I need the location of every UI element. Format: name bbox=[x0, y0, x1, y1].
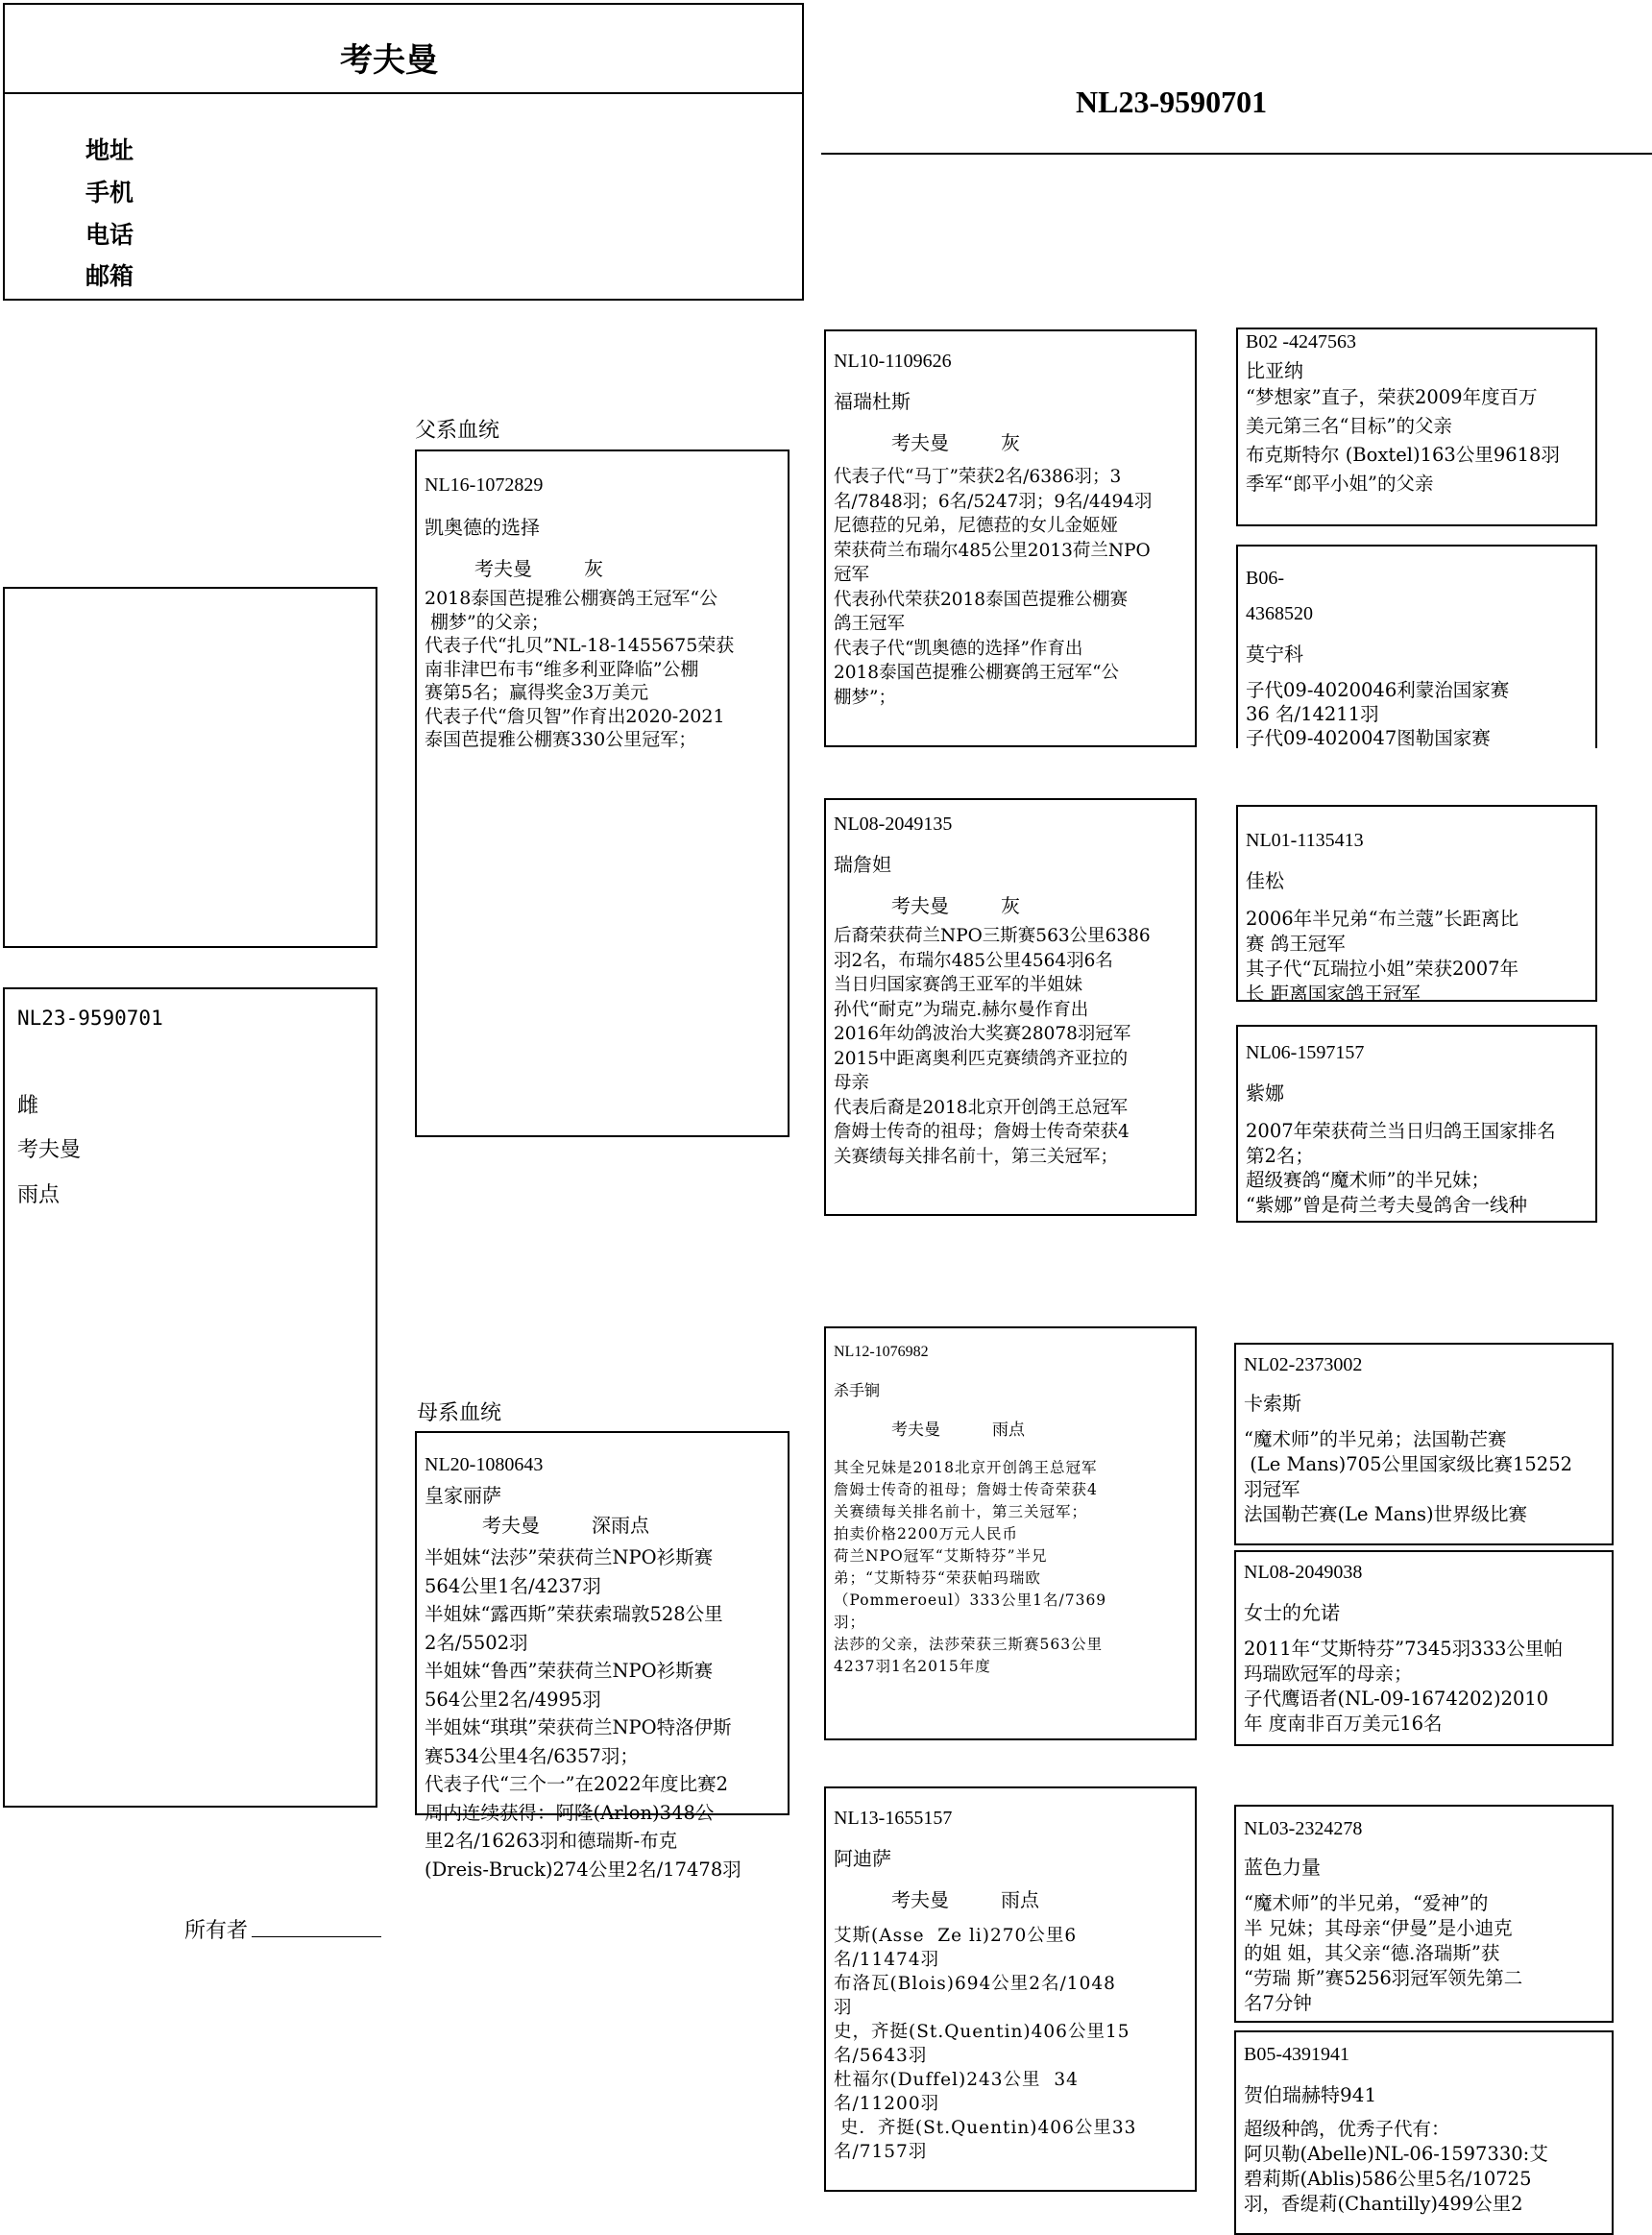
sire-sire-color: 灰 bbox=[1001, 431, 1020, 454]
dam-sire-box bbox=[824, 1326, 1197, 1740]
dd-sire-box bbox=[1234, 1805, 1614, 2023]
ss-sire-description: “梦想家”直子，荣获2009年度百万 美元第三名“目标”的父亲 布克斯特尔 (Boxtel)163公里9618羽 季军“郎平小姐”的父亲 bbox=[1246, 386, 1560, 495]
dam-sire-description: 其全兄妹是2018北京开创鸽王总冠军 詹姆士传奇的祖母；詹姆士传奇荣获4 关赛绩每关排名前十，第三关冠军； 拍卖价格2200万元人民币 荷兰NPO冠军“艾斯特芬”半兄 弟；“艾斯特芬“荣获帕玛瑞欧 （Pommeroeul）333公里1名/7369 羽； 法莎的父亲，法莎荣获三斯赛563公里 4237羽1名2015年度 bbox=[834, 1459, 1107, 1675]
mobile-label: 手机 bbox=[85, 179, 134, 206]
sire-dam-box bbox=[824, 798, 1197, 1216]
sire-sire-breeder: 考夫曼 bbox=[891, 431, 949, 454]
sd-sire-description: 2006年半兄弟“布兰蔻”长距离比 赛 鸽王冠军 其子代“瓦瑞拉小姐”荣获2007年 长 距离国家鸽王冠军 bbox=[1246, 908, 1519, 1005]
sd-dam-description: 2007年荣获荷兰当日归鸽王国家排名 第2名； 超级赛鸽“魔术师”的半兄妹； “紫娜”曾是荷兰考夫曼鸽舍一线种 bbox=[1246, 1120, 1556, 1216]
dam-dam-description: 艾斯(Asse Ze li)270公里6 名/11474羽 布洛瓦(Blois)694公里2名/1048 羽 史，齐挺(St.Quentin)406公里15 名/5643羽 杜福尔(Duffel)243公里 34 名/11200羽 史．齐挺(St.Quentin)406公里33 名/7157羽 bbox=[834, 1926, 1137, 2162]
dd-dam-name: 贺伯瑞赫特941 bbox=[1244, 2083, 1377, 2106]
ss-sire-ring: B02 -4247563 bbox=[1246, 331, 1356, 352]
dam-name: 皇家丽萨 bbox=[425, 1484, 501, 1507]
ss-dam-ring-number: 4368520 bbox=[1246, 603, 1313, 624]
sire-color: 灰 bbox=[584, 557, 603, 580]
sire-breeder: 考夫曼 bbox=[474, 557, 532, 580]
sire-dam-description: 后裔荣获荷兰NPO三斯赛563公里6386 羽2名，布瑞尔485公里4564羽6名 当日归国家赛鸽王亚军的半姐妹 孙代“耐克”为瑞克.赫尔曼作育出 2016年幼鸽波治大奖赛28078羽冠军 2015中距离奥利匹克赛绩鸽齐亚拉的 母亲 代表后裔是2018北京开创鸽王总冠军 詹姆士传奇的祖母；詹姆士传奇荣获4 关赛绩每关排名前十，第三关冠军； bbox=[834, 926, 1151, 1167]
ss-sire-box bbox=[1236, 328, 1597, 526]
dd-dam-box bbox=[1234, 2030, 1614, 2235]
sire-sire-box bbox=[824, 329, 1197, 747]
sire-sire-ring: NL10-1109626 bbox=[834, 351, 952, 372]
photo-frame bbox=[3, 587, 377, 948]
dam-description: 半姐妹“法莎”荣获荷兰NPO衫斯赛 564公里1名/4237羽 半姐妹“露西斯”荣获索瑞敦528公里 2名/5502羽 半姐妹“鲁西”荣获荷兰NPO衫斯赛 564公里2名/4995羽 半姐妹“琪琪”荣获荷兰NPO特洛伊斯 赛534公里4名/6357羽； 代表子代“三个一”在2022年度比赛2 周内连续获得：阿隆(Arlon)348公 里2名/16263羽和德瑞斯-布克 (Dreis-Bruck)274公里2名/17478羽 bbox=[425, 1546, 741, 1881]
dam-dam-box bbox=[824, 1786, 1197, 2192]
ds-sire-box bbox=[1234, 1343, 1614, 1545]
ss-dam-name: 莫宁科 bbox=[1246, 643, 1303, 666]
sire-sire-name: 福瑞杜斯 bbox=[834, 390, 911, 413]
dam-dam-color: 雨点 bbox=[1001, 1888, 1039, 1911]
sire-ring: NL16-1072829 bbox=[425, 474, 544, 496]
dam-breeder-color bbox=[425, 1510, 778, 1538]
address-label: 地址 bbox=[85, 136, 134, 164]
sd-dam-box bbox=[1236, 1025, 1597, 1223]
sire-dam-breeder-color bbox=[834, 890, 1185, 918]
owner-info-box bbox=[3, 3, 804, 301]
ring-underline bbox=[821, 153, 1652, 155]
sire-dam-name: 瑞詹妲 bbox=[834, 853, 891, 876]
sire-name: 凯奥德的选择 bbox=[425, 516, 540, 539]
dam-dam-name: 阿迪萨 bbox=[834, 1847, 891, 1870]
ds-dam-description: 2011年“艾斯特芬”7345羽333公里帕 玛瑞欧冠军的母亲； 子代鹰语者(NL-09-1674202)2010 年 度南非百万美元16名 bbox=[1244, 1638, 1563, 1735]
sire-dam-color: 灰 bbox=[1001, 894, 1020, 917]
dam-breeder: 考夫曼 bbox=[482, 1514, 540, 1537]
dam-box bbox=[415, 1431, 790, 1881]
dd-dam-ring: B05-4391941 bbox=[1244, 2044, 1349, 2065]
sire-description: 2018泰国芭提雅公棚赛鸽王冠军“公 棚梦”的父亲； 代表子代“扎贝”NL-18-1455675荣获 南非津巴布韦“维多利亚降临”公棚 赛第5名；赢得奖金3万美元 代表子代“詹贝智”作育出2020-2021 泰国芭提雅公棚赛330公里冠军； bbox=[425, 588, 735, 750]
dam-dam-breeder: 考夫曼 bbox=[891, 1888, 949, 1911]
sd-sire-ring: NL01-1135413 bbox=[1246, 830, 1364, 851]
sire-dam-breeder: 考夫曼 bbox=[891, 894, 949, 917]
mother-line-label: 母系血统 bbox=[417, 1401, 502, 1425]
email-label: 邮箱 bbox=[85, 262, 134, 290]
dam-sire-color: 雨点 bbox=[992, 1421, 1025, 1440]
main-ring-number: NL23-9590701 bbox=[1076, 85, 1268, 119]
owner-divider bbox=[5, 92, 802, 94]
dam-sire-name: 杀手锏 bbox=[834, 1381, 881, 1399]
phone-label: 电话 bbox=[85, 221, 134, 249]
ds-dam-ring: NL08-2049038 bbox=[1244, 1562, 1363, 1583]
dam-dam-ring: NL13-1655157 bbox=[834, 1808, 953, 1829]
sire-dam-ring: NL08-2049135 bbox=[834, 814, 953, 835]
owner-underline bbox=[252, 1936, 381, 1937]
ss-dam-ring: B06- bbox=[1246, 568, 1284, 589]
father-line-label: 父系血统 bbox=[415, 419, 500, 443]
bird-breeder: 考夫曼 bbox=[17, 1138, 82, 1162]
sd-sire-box bbox=[1236, 805, 1597, 1005]
ds-sire-ring: NL02-2373002 bbox=[1244, 1354, 1363, 1375]
dd-sire-ring: NL03-2324278 bbox=[1244, 1818, 1363, 1839]
sd-dam-name: 紫娜 bbox=[1246, 1081, 1284, 1105]
ss-dam-description: 子代09-4020046利蒙治国家赛 36 名/14211羽 子代09-4020047图勒国家赛 bbox=[1246, 679, 1510, 749]
dd-dam-description: 超级种鸽，优秀子代有： 阿贝勒(Abelle)NL-06-1597330:艾 碧莉斯(Ablis)586公里5名/10725 羽，香缇莉(Chantilly)499公里2 bbox=[1244, 2118, 1548, 2215]
breeder-name: 考夫曼 bbox=[340, 41, 438, 80]
sire-sire-description: 代表子代“马丁”荣获2名/6386羽；3 名/7848羽；6名/5247羽；9名/4494羽 尼德菈的兄弟，尼德菈的女儿金姬娅 荣获荷兰布瑞尔485公里2013荷兰NPO 冠军 代表孙代荣获2018泰国芭提雅公棚赛 鸽王冠军 代表子代“凯奥德的选择”作育出 2018泰国芭提雅公棚赛鸽王冠军“公 棚梦”； bbox=[834, 467, 1153, 708]
ss-dam-box bbox=[1236, 545, 1597, 748]
bird-sex: 雌 bbox=[17, 1094, 39, 1118]
dam-dam-breeder-color bbox=[834, 1884, 1185, 1912]
bird-info-box bbox=[3, 987, 377, 1808]
ds-sire-description: “魔术师”的半兄弟；法国勒芒赛 (Le Mans)705公里国家级比赛15252 羽冠军 法国勒芒赛(Le Mans)世界级比赛 bbox=[1244, 1428, 1573, 1525]
dam-sire-breeder-color bbox=[834, 1416, 1185, 1440]
bird-ring: NL23-9590701 bbox=[17, 1007, 163, 1030]
dd-sire-description: “魔术师”的半兄弟，“爱神”的 半 兄妹；其母亲“伊曼”是小迪克 的姐 姐，其父亲“德.洛瑞斯”获 “劳瑞 斯”赛5256羽冠军领先第二 名7分钟 bbox=[1244, 1892, 1523, 2014]
ds-dam-box bbox=[1234, 1550, 1614, 1746]
sd-dam-ring: NL06-1597157 bbox=[1246, 1042, 1365, 1063]
dam-sire-breeder: 考夫曼 bbox=[891, 1421, 940, 1440]
ss-sire-name: 比亚纳 bbox=[1246, 359, 1303, 382]
dam-color: 深雨点 bbox=[592, 1514, 649, 1537]
owner-label: 所有者 bbox=[184, 1919, 249, 1943]
dam-sire-ring: NL12-1076982 bbox=[834, 1344, 929, 1360]
ds-dam-name: 女士的允诺 bbox=[1244, 1601, 1340, 1624]
dam-ring: NL20-1080643 bbox=[425, 1454, 544, 1475]
sire-box bbox=[415, 449, 790, 1137]
sire-sire-breeder-color bbox=[834, 427, 1185, 455]
sire-breeder-color bbox=[425, 553, 778, 581]
sd-sire-name: 佳松 bbox=[1246, 869, 1284, 892]
dd-sire-name: 蓝色力量 bbox=[1244, 1856, 1321, 1879]
bird-color: 雨点 bbox=[17, 1183, 61, 1207]
ds-sire-name: 卡索斯 bbox=[1244, 1392, 1301, 1415]
